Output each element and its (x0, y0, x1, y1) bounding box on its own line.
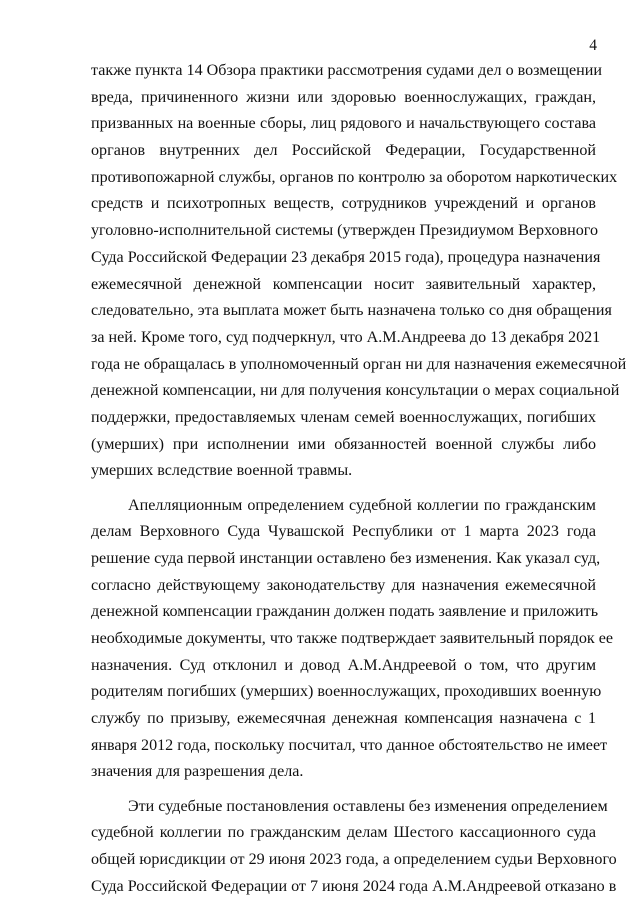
text-line: ежемесячной денежной компенсации носит заявительный характер, (91, 275, 596, 293)
text-line: призванных на военные сборы, лиц рядового и начальствующего состава (91, 115, 596, 133)
text-line: родителям погибших (умерших) военнослужащих, проходивших военную (91, 683, 602, 701)
text-line: решение суда первой инстанции оставлено без изменения. Как указал суд, (91, 549, 601, 567)
paragraph-2 (91, 493, 614, 787)
text-line: поддержки, предоставляемых членам семей военнослужащих, погибших (91, 408, 596, 426)
paragraph-spacing (91, 786, 596, 794)
text-line: (умерших) при исполнении ими обязанностей военной службы либо (91, 435, 596, 453)
text-line: денежной компенсации, ни для получения консультации о мерах социальной (91, 382, 620, 400)
text-line: службу по призыву, ежемесячная денежная компенсация назначена с 1 (91, 710, 596, 727)
text-line: следовательно, эта выплата может быть назначена только со дня обращения (91, 302, 612, 320)
text-line: Суда Российской Федерации 23 декабря 2015 года), процедура назначения (91, 248, 601, 266)
text-line: судебной коллегии по гражданским делам Шестого кассационного суда (91, 824, 596, 842)
text-line: также пункта 14 Обзора практики рассмотрения судами дел о возмещении (91, 62, 603, 79)
paragraph-3 (91, 794, 617, 901)
text-line: общей юрисдикции от 29 июня 2023 года, а определением судьи Верховного (91, 850, 617, 868)
text-line: органов внутренних дел Российской Федерации, Государственной (91, 142, 596, 160)
text-line: Суда Российской Федерации от 7 июня 2024 года А.М.Андреевой отказано в (91, 877, 617, 895)
text-line: значения для разрешения дела. (91, 763, 304, 781)
document-body (91, 58, 627, 900)
text-line: уголовно-исполнительной системы (утвержден Президиумом Верховного (91, 222, 599, 240)
text-line: согласно действующему законодательству для назначения ежемесячной (91, 576, 596, 594)
text-line: противопожарной службы, органов по контролю за оборотом наркотических (91, 168, 618, 186)
text-line: января 2012 года, поскольку посчитал, что данное обстоятельство не имеет (91, 736, 608, 754)
text-line: Апелляционным определением судебной коллегии по гражданским (128, 496, 596, 514)
text-line: назначения. Суд отклонил и довод А.М.Андреевой о том, что другим (91, 656, 596, 674)
text-line: делам Верховного Суда Чувашской Республики от 1 марта 2023 года (91, 523, 596, 541)
text-line: денежной компенсации гражданин должен подать заявление и приложить (91, 603, 599, 621)
text-line: года не обращалась в уполномоченный орган ни для назначения ежемесячной (91, 355, 627, 373)
text-line: умерших вследствие военной травмы. (91, 462, 353, 480)
text-line: Эти судебные постановления оставлены без изменения определением (128, 797, 608, 815)
paragraph-spacing (91, 485, 596, 493)
text-line: вреда, причиненного жизни или здоровью военнослужащих, граждан, (91, 88, 596, 106)
page-number: 4 (589, 37, 597, 54)
text-line: за ней. Кроме того, суд подчеркнул, что А.М.Андреева до 13 декабря 2021 (91, 328, 601, 346)
text-line: средств и психотропных веществ, сотрудников учреждений и органов (91, 195, 596, 213)
text-line: необходимые документы, что также подтверждает заявительный порядок ее (91, 629, 614, 647)
paragraph-1 (91, 58, 627, 485)
